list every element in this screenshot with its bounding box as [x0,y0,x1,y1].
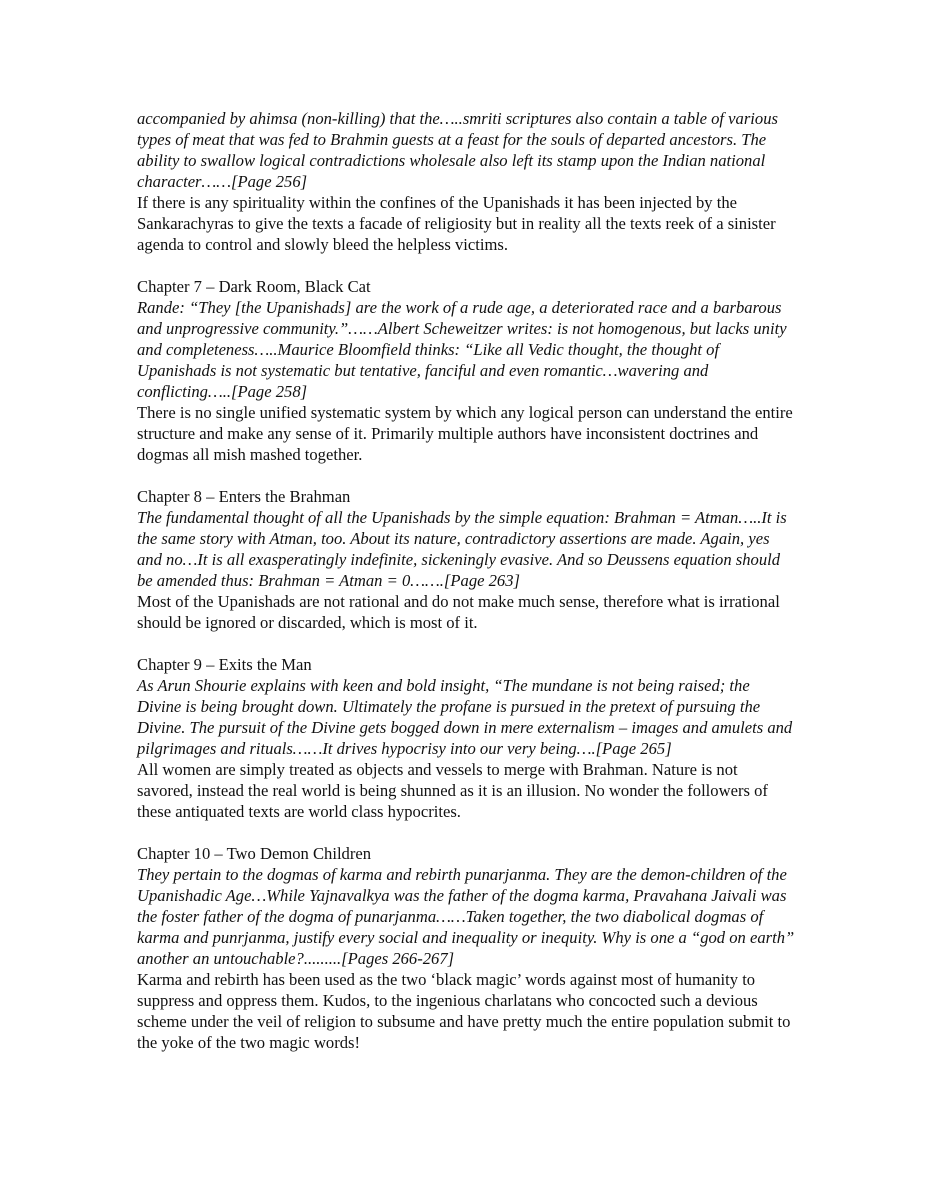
chapter-heading: Chapter 7 – Dark Room, Black Cat [137,277,371,296]
commentary-text: Karma and rebirth has been used as the two ‘black magic’ words against most of humanity to suppress and oppress them. Kudos, to the ingenious charlatans who concocted such a devious scheme under the veil of religion to subsume and have pretty much the entire population submit to the yoke of the two magic words! [137,970,791,1052]
chapter-10-section [137,843,797,1053]
chapter-9-section [137,654,797,822]
commentary-text: All women are simply treated as objects and vessels to merge with Brahman. Nature is not savored, instead the real world is being shunned as it is an illusion. No wonder the followers of these antiquated texts are world class hypocrites. [137,760,768,821]
chapter-heading: Chapter 8 – Enters the Brahman [137,487,351,506]
quote-text: accompanied by ahimsa (non-killing) that the…..smriti scriptures also contain a table of various types of meat that was fed to Brahmin guests at a feast for the souls of departed ancestors. The ability to swallow logical contradictions wholesale also left its stamp upon the Indian national character……[Page 256] [137,109,778,191]
commentary-text: There is no single unified systematic system by which any logical person can understand the entire structure and make any sense of it. Primarily multiple authors have inconsistent doctrines and dogmas all mish mashed together. [137,403,793,464]
quote-text: The fundamental thought of all the Upanishads by the simple equation: Brahman = Atman…..It is the same story with Atman, too. About its nature, contradictory assertions are made. Again, yes and no…It is all exasperatingly indefinite, sickeningly evasive. And so Deussens equation should be amended thus: Brahman = Atman = 0…….[Page 263] [137,508,787,590]
quote-text: As Arun Shourie explains with keen and bold insight, “The mundane is not being raised; the Divine is being brought down. Ultimately the profane is pursued in the pretext of pursuing the Divine. The pursuit of the Divine gets bogged down in mere externalism – images and amulets and pilgrimages and rituals……It drives hypocrisy into our very being….[Page 265] [137,676,793,758]
quote-text: Rande: “They [the Upanishads] are the work of a rude age, a deteriorated race and a barbarous and unprogressive community.”……Albert Scheweitzer writes: is not homogenous, but lacks unity and completeness…..Maurice Bloomfield thinks: “Like all Vedic thought, the thought of Upanishads is not systematic but tentative, fanciful and even romantic…wavering and conflicting…..[Page 258] [137,298,787,401]
chapter-heading: Chapter 10 – Two Demon Children [137,844,372,863]
opening-section [137,108,797,255]
chapter-8-section [137,486,797,633]
chapter-7-section [137,276,797,465]
document-page [137,108,797,1074]
chapter-heading: Chapter 9 – Exits the Man [137,655,312,674]
quote-text: They pertain to the dogmas of karma and rebirth punarjanma. They are the demon-children of the Upanishadic Age…While Yajnavalkya was the father of the dogma karma, Pravahana Jaivali was the foster father of the dogma of punarjanma……Taken together, the two diabolical dogmas of karma and punrjanma, justify every social and inequality or inequity. Why is one a “god on earth” another an untouchable?.........[Pages 266-267] [137,865,795,968]
commentary-text: If there is any spirituality within the confines of the Upanishads it has been injected by the Sankarachyras to give the texts a facade of religiosity but in reality all the texts reek of a sinister agenda to control and slowly bleed the helpless victims. [137,193,776,254]
commentary-text: Most of the Upanishads are not rational and do not make much sense, therefore what is irrational should be ignored or discarded, which is most of it. [137,592,780,632]
